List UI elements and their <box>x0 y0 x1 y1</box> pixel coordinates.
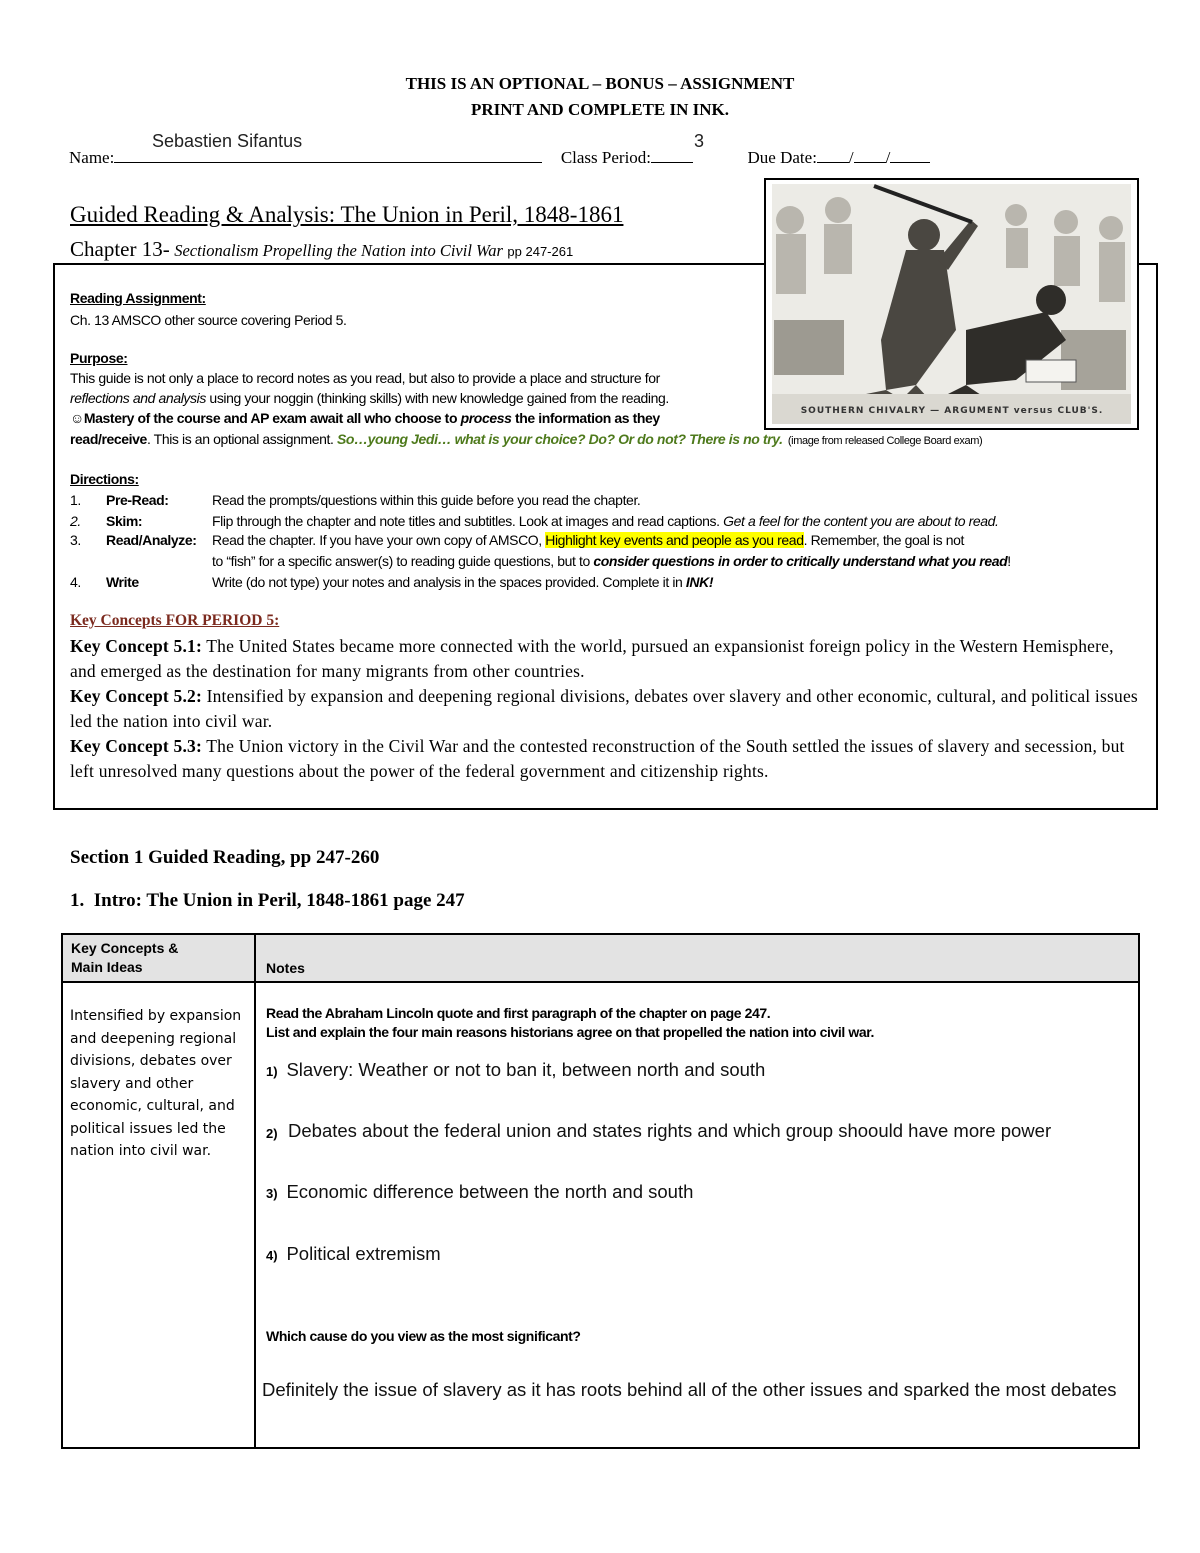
purpose-jedi-quote: So…young Jedi… what is your choice? Do? Or do not? There is no try. <box>336 431 783 447</box>
col-header-notes <box>255 934 1139 982</box>
class-period-field[interactable] <box>651 148 693 163</box>
answer-2[interactable] <box>266 1120 1096 1142</box>
question-1-heading <box>70 890 465 912</box>
image-credit: (image from released College Board exam) <box>787 435 983 447</box>
direction-1 <box>0 492 1150 512</box>
direction-3-continued <box>212 553 1011 569</box>
reading-heading: Reading Assignment: <box>70 290 206 306</box>
main-idea-text: Intensified by expansion and deepening regional divisions, debates over slavery and other economic, cultural, and political issues led the nation into civil war. <box>70 1008 242 1159</box>
key-concept-5-1 <box>70 634 1140 684</box>
ink-instruction: PRINT AND COMPLETE IN INK. <box>470 100 730 119</box>
date-separator: / <box>885 148 891 167</box>
purpose-line1: This guide is not only a place to record notes as you read, but also to provide a place and structure for <box>70 370 660 386</box>
direction-key: Pre-Read: <box>106 492 169 508</box>
highlighted-text: Highlight key events and people as you read <box>545 532 804 548</box>
direction-key: Read/Analyze: <box>106 532 197 548</box>
direction-key: Skim: <box>106 513 143 529</box>
col-header-key-concepts <box>62 934 255 982</box>
key-concepts-heading: Key Concepts FOR PERIOD 5: <box>70 612 280 629</box>
prompt-line-1: Read the Abraham Lincoln quote and first paragraph of the chapter on page 247. <box>266 1005 771 1021</box>
direction-text-end: ! <box>1007 553 1011 569</box>
key-concept-text: Intensified by expansion and deepening regional divisions, debates over slavery and other economic, cultural, and political issues led the nation into civil war. <box>70 686 1138 731</box>
purpose-heading: Purpose: <box>70 350 128 366</box>
col2-header-text: Notes <box>266 960 305 976</box>
direction-text: to “fish” for a specific answer(s) to reading guide questions, but to <box>212 553 594 569</box>
answer-3[interactable] <box>266 1181 693 1203</box>
significance-answer[interactable]: Definitely the issue of slavery as it has roots behind all of the other issues and sparked the most debates <box>262 1379 1117 1400</box>
purpose-mastery: ☺Mastery of the course and AP exam await all who choose to <box>70 410 461 426</box>
purpose-read-receive: read/receive <box>70 431 147 447</box>
direction-number: 1. <box>70 492 81 508</box>
chapter-pages: pp 247-261 <box>507 244 574 259</box>
col1-header-text: Key Concepts & Main Ideas <box>71 940 179 975</box>
answer-number: 2) <box>266 1126 278 1141</box>
section-heading: Section 1 Guided Reading, pp 247-260 <box>70 847 380 868</box>
direction-3 <box>0 532 1150 552</box>
chapter-number: Chapter 13- <box>70 237 170 261</box>
key-concept-text: The Union victory in the Civil War and the contested reconstruction of the South settled the issues of slavery and secession, but left unresolved many questions about the power of the federal government and citizenship rights. <box>70 736 1125 781</box>
answer-number: 1) <box>266 1064 278 1079</box>
direction-text-rest: . Remember, the goal is not <box>803 532 964 548</box>
main-idea-cell <box>62 982 255 1448</box>
table-header-row <box>62 934 1139 982</box>
key-concept-text: The United States became more connected with the world, pursued an expansionist foreign policy in the Western Hemisphere, and emerged as the destination for many migrants from other countries. <box>70 636 1114 681</box>
purpose-italic: reflections and analysis <box>70 390 206 406</box>
direction-2 <box>0 513 1150 533</box>
purpose-line2-rest: using your noggin (thinking skills) with new knowledge gained from the reading. <box>205 390 669 406</box>
key-concept-5-2 <box>70 684 1140 734</box>
direction-key: Write <box>106 574 139 590</box>
directions-heading: Directions: <box>70 471 139 487</box>
due-month-field[interactable] <box>817 148 849 163</box>
direction-text: Read the prompts/questions within this guide before you read the chapter. <box>212 492 641 508</box>
purpose-line4 <box>70 431 982 447</box>
purpose-optional: . This is an optional assignment. <box>146 431 337 447</box>
answer-4[interactable] <box>266 1243 441 1265</box>
name-field[interactable] <box>114 148 542 163</box>
prompt-line-2: List and explain the four main reasons historians agree on that propelled the nation into civil war. <box>266 1024 875 1040</box>
answer-number: 3) <box>266 1186 278 1201</box>
key-concept-label: Key Concept 5.2: <box>70 686 202 706</box>
question-title: Intro: The Union in Peril, 1848-1861 page 247 <box>93 890 465 911</box>
form-line <box>69 148 930 168</box>
due-year-field[interactable] <box>890 148 930 163</box>
notes-cell[interactable] <box>255 982 1139 1448</box>
southern-chivalry-cartoon <box>766 180 1137 428</box>
due-date-label: Due Date: <box>747 148 817 167</box>
answer-number: 4) <box>266 1248 278 1263</box>
direction-number: 4. <box>70 574 81 590</box>
key-concept-label: Key Concept 5.3: <box>70 736 202 756</box>
due-day-field[interactable] <box>854 148 886 163</box>
reading-text: Ch. 13 AMSCO other source covering Period 5. <box>70 312 347 328</box>
table-row <box>62 982 1139 1448</box>
question-number: 1. <box>70 890 85 911</box>
significance-question: Which cause do you view as the most significant? <box>266 1328 581 1344</box>
name-value[interactable]: Sebastien Sifantus <box>152 131 303 151</box>
answer-text: Debates about the federal union and states rights and which group shoould have more power <box>288 1120 1052 1141</box>
cartoon-caption: SOUTHERN CHIVALRY — ARGUMENT versus CLUB'S. <box>800 406 1104 416</box>
purpose-line3 <box>70 410 660 426</box>
cartoon-image-frame <box>764 178 1139 430</box>
purpose-line3-rest: the information as they <box>511 410 660 426</box>
assignment-banner: THIS IS AN OPTIONAL – BONUS – ASSIGNMENT <box>405 74 795 93</box>
purpose-line2 <box>70 390 669 406</box>
chapter-title <box>70 237 573 262</box>
key-concept-5-3 <box>70 734 1140 784</box>
direction-number: 2. <box>70 513 81 529</box>
name-label: Name: <box>69 148 115 167</box>
direction-text: Read the chapter. If you have your own copy of AMSCO, <box>212 532 546 548</box>
notes-table <box>61 933 1140 1449</box>
date-separator: / <box>848 148 854 167</box>
purpose-process: process <box>460 410 512 426</box>
class-period-label: Class Period: <box>560 148 652 167</box>
answer-text: Economic difference between the north and south <box>286 1181 694 1202</box>
answer-text: Slavery: Weather or not to ban it, between north and south <box>286 1059 766 1080</box>
direction-italic: Get a feel for the content you are about to read. <box>723 513 999 529</box>
key-concept-label: Key Concept 5.1: <box>70 636 202 656</box>
direction-text: Flip through the chapter and note titles and subtitles. Look at images and read captions. <box>212 513 724 529</box>
guide-title: Guided Reading & Analysis: The Union in Peril, 1848-1861 <box>70 202 624 227</box>
direction-number: 3. <box>70 532 81 548</box>
direction-4 <box>0 574 1150 594</box>
chapter-subtitle: Sectionalism Propelling the Nation into Civil War <box>174 241 503 260</box>
direction-ink: INK! <box>685 574 714 590</box>
direction-emphasis: consider questions in order to critically understand what you read <box>593 553 1008 569</box>
key-concepts-list <box>70 634 1140 784</box>
class-period-value[interactable]: 3 <box>694 131 705 151</box>
answer-1[interactable] <box>266 1059 765 1081</box>
direction-text: Write (do not type) your notes and analysis in the spaces provided. Complete it in <box>212 574 686 590</box>
answer-text: Political extremism <box>286 1243 441 1264</box>
